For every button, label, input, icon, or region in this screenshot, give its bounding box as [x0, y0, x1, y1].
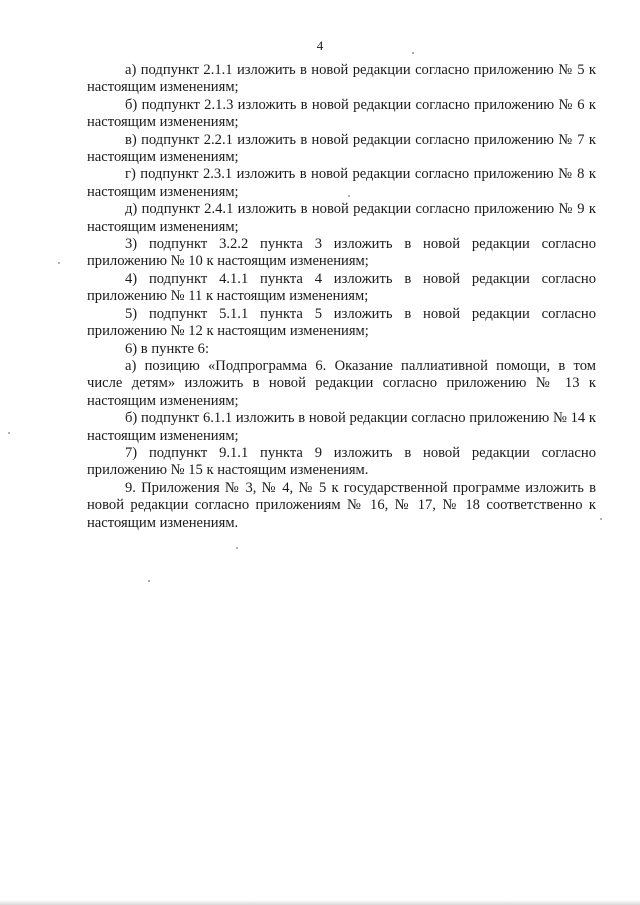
scan-speck — [348, 195, 350, 197]
scan-speck — [148, 580, 150, 582]
scan-speck — [8, 432, 10, 434]
paragraph-item-7-subpoint-9-1-1: 7) подпункт 9.1.1 пункта 9 изложить в новой редакции согласно приложению № 15 к настоящим изменениям. — [87, 444, 596, 479]
scan-speck — [600, 518, 602, 520]
document-body — [87, 62, 596, 532]
scan-speck — [236, 547, 238, 549]
paragraph-item-b-2-1-3: б) подпункт 2.1.3 изложить в новой редакции согласно приложению № 6 к настоящим изменениям; — [87, 96, 596, 131]
paragraph-item-6-heading: 6) в пункте 6: — [125, 340, 210, 357]
paragraph-item-g-2-3-1: г) подпункт 2.3.1 изложить в новой редакции согласно приложению № 8 к настоящим изменениям; — [87, 166, 596, 200]
paragraph-item-d-2-4-1: д) подпункт 2.4.1 изложить в новой редакции согласно приложению № 9 к настоящим изменениям; — [87, 201, 596, 235]
paragraph-item-6a-subprogram-6: а) позицию «Подпрограмма 6. Оказание паллиативной помощи, в том числе детям» изложить в новой редакции согласно приложению № 13 к настоящим изменениям; — [87, 357, 596, 409]
paragraph-item-5-subpoint-5-1-1: 5) подпункт 5.1.1 пункта 5 изложить в новой редакции согласно приложению № 12 к настоящим изменениям; — [87, 305, 596, 340]
scan-speck — [58, 262, 60, 264]
scan-speck — [412, 52, 414, 54]
page-number: 4 — [316, 38, 324, 53]
paragraph-item-6b-subpoint-6-1-1: б) подпункт 6.1.1 изложить в новой редакции согласно приложению № 14 к настоящим изменениям; — [87, 410, 596, 444]
paragraph-item-a-2-1-1: а) подпункт 2.1.1 изложить в новой редакции согласно приложению № 5 к настоящим изменениям; — [87, 62, 596, 96]
paragraph-item-9-appendices: 9. Приложения № 3, № 4, № 5 к государственной программе изложить в новой редакции согласно приложениям № 16, № 17, № 18 соответственно к настоящим изменениям. — [87, 479, 596, 531]
paragraph-item-4-subpoint-4-1-1: 4) подпункт 4.1.1 пункта 4 изложить в новой редакции согласно приложению № 11 к настоящим изменениям; — [87, 270, 596, 305]
paragraph-item-3-subpoint-3-2-2: 3) подпункт 3.2.2 пункта 3 изложить в новой редакции согласно приложению № 10 к настоящим изменениям; — [87, 236, 596, 270]
scan-bottom-edge — [0, 900, 640, 905]
paragraph-item-v-2-2-1: в) подпункт 2.2.1 изложить в новой редакции согласно приложению № 7 к настоящим изменениям; — [87, 131, 596, 166]
